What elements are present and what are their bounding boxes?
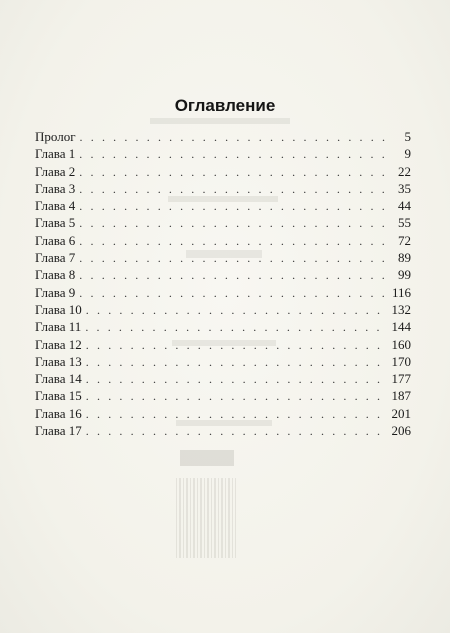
dot-leader [86,302,385,319]
toc-entry-page-number: 160 [391,336,411,352]
dot-leader [85,319,385,336]
dot-leader [79,215,385,232]
toc-entry-label: Глава 11 [35,319,82,335]
toc-entry-page-number: 187 [391,388,411,404]
toc-entry-label: Глава 6 [35,232,76,248]
toc-entry [35,145,411,162]
toc-entry [35,387,411,404]
toc-entry-label: Глава 5 [35,215,76,231]
toc-entry [35,422,411,439]
show-through-mark [150,118,290,124]
toc-entry [35,284,411,301]
dot-leader [79,250,385,267]
toc-entry-page-number: 170 [391,353,411,369]
toc-entry [35,163,411,180]
page-title: Оглавление [174,96,276,115]
toc-entry [35,266,411,283]
dot-leader [86,371,385,388]
toc-entry-page-number: 9 [404,146,411,162]
toc-entry-label: Глава 8 [35,267,76,283]
toc-entry-label: Глава 4 [35,198,76,214]
toc-entry-label: Глава 15 [35,388,82,404]
toc-entry-label: Пролог [35,129,76,144]
dot-leader [86,406,385,423]
toc-entry-page-number: 55 [398,215,411,231]
toc-entry-page-number: 44 [398,198,411,214]
show-through-barcode [176,478,236,558]
toc-entry-page-number: 206 [391,423,411,439]
toc-entry-label: Глава 2 [35,163,76,179]
toc-entry-page-number: 72 [398,232,411,248]
toc-entry-page-number: 99 [398,267,411,283]
show-through-logo [180,450,234,466]
dot-leader [79,164,385,181]
dot-leader [79,181,385,198]
dot-leader [86,423,385,440]
toc-entry-label: Глава 3 [35,180,76,196]
toc-entry-page-number: 144 [391,319,411,335]
dot-leader [86,354,385,371]
toc-entry [35,197,411,214]
toc-entry-page-number: 116 [391,284,411,300]
dot-leader [79,233,385,250]
dot-leader [86,388,385,405]
toc-entry [35,405,411,422]
toc-entry-label: Глава 1 [35,146,76,162]
dot-leader [79,267,385,284]
toc-entry-label: Глава 14 [35,371,82,387]
dot-leader [80,129,385,146]
toc-entry-label: Глава 10 [35,301,82,317]
toc-entry [35,232,411,249]
toc-entry-label: Глава 12 [35,336,82,352]
toc-entry-page-number: 22 [398,163,411,179]
toc-entry [35,214,411,231]
toc-entry-label: Глава 16 [35,405,82,421]
toc-entry [35,249,411,266]
toc-entry [35,128,411,145]
toc-entry [35,318,411,335]
toc-entry-page-number: 89 [398,250,411,266]
toc-entry [35,370,411,387]
toc-entry-page-number: 5 [404,129,411,144]
toc-entry [35,180,411,197]
toc-entry-page-number: 35 [398,180,411,196]
toc-entry-page-number: 177 [391,371,411,387]
toc-entry [35,301,411,318]
dot-leader [79,285,385,302]
toc-entry-label: Глава 13 [35,353,82,369]
toc-entry [35,353,411,370]
toc-entry [35,336,411,353]
table-of-contents [35,128,411,439]
toc-entry-label: Глава 17 [35,423,82,439]
toc-entry-page-number: 132 [391,301,411,317]
toc-entry-label: Глава 9 [35,284,76,300]
toc-entry-label: Глава 7 [35,250,76,266]
toc-entry-page-number: 201 [391,405,411,421]
dot-leader [79,198,385,215]
dot-leader [79,146,385,163]
dot-leader [86,337,385,354]
